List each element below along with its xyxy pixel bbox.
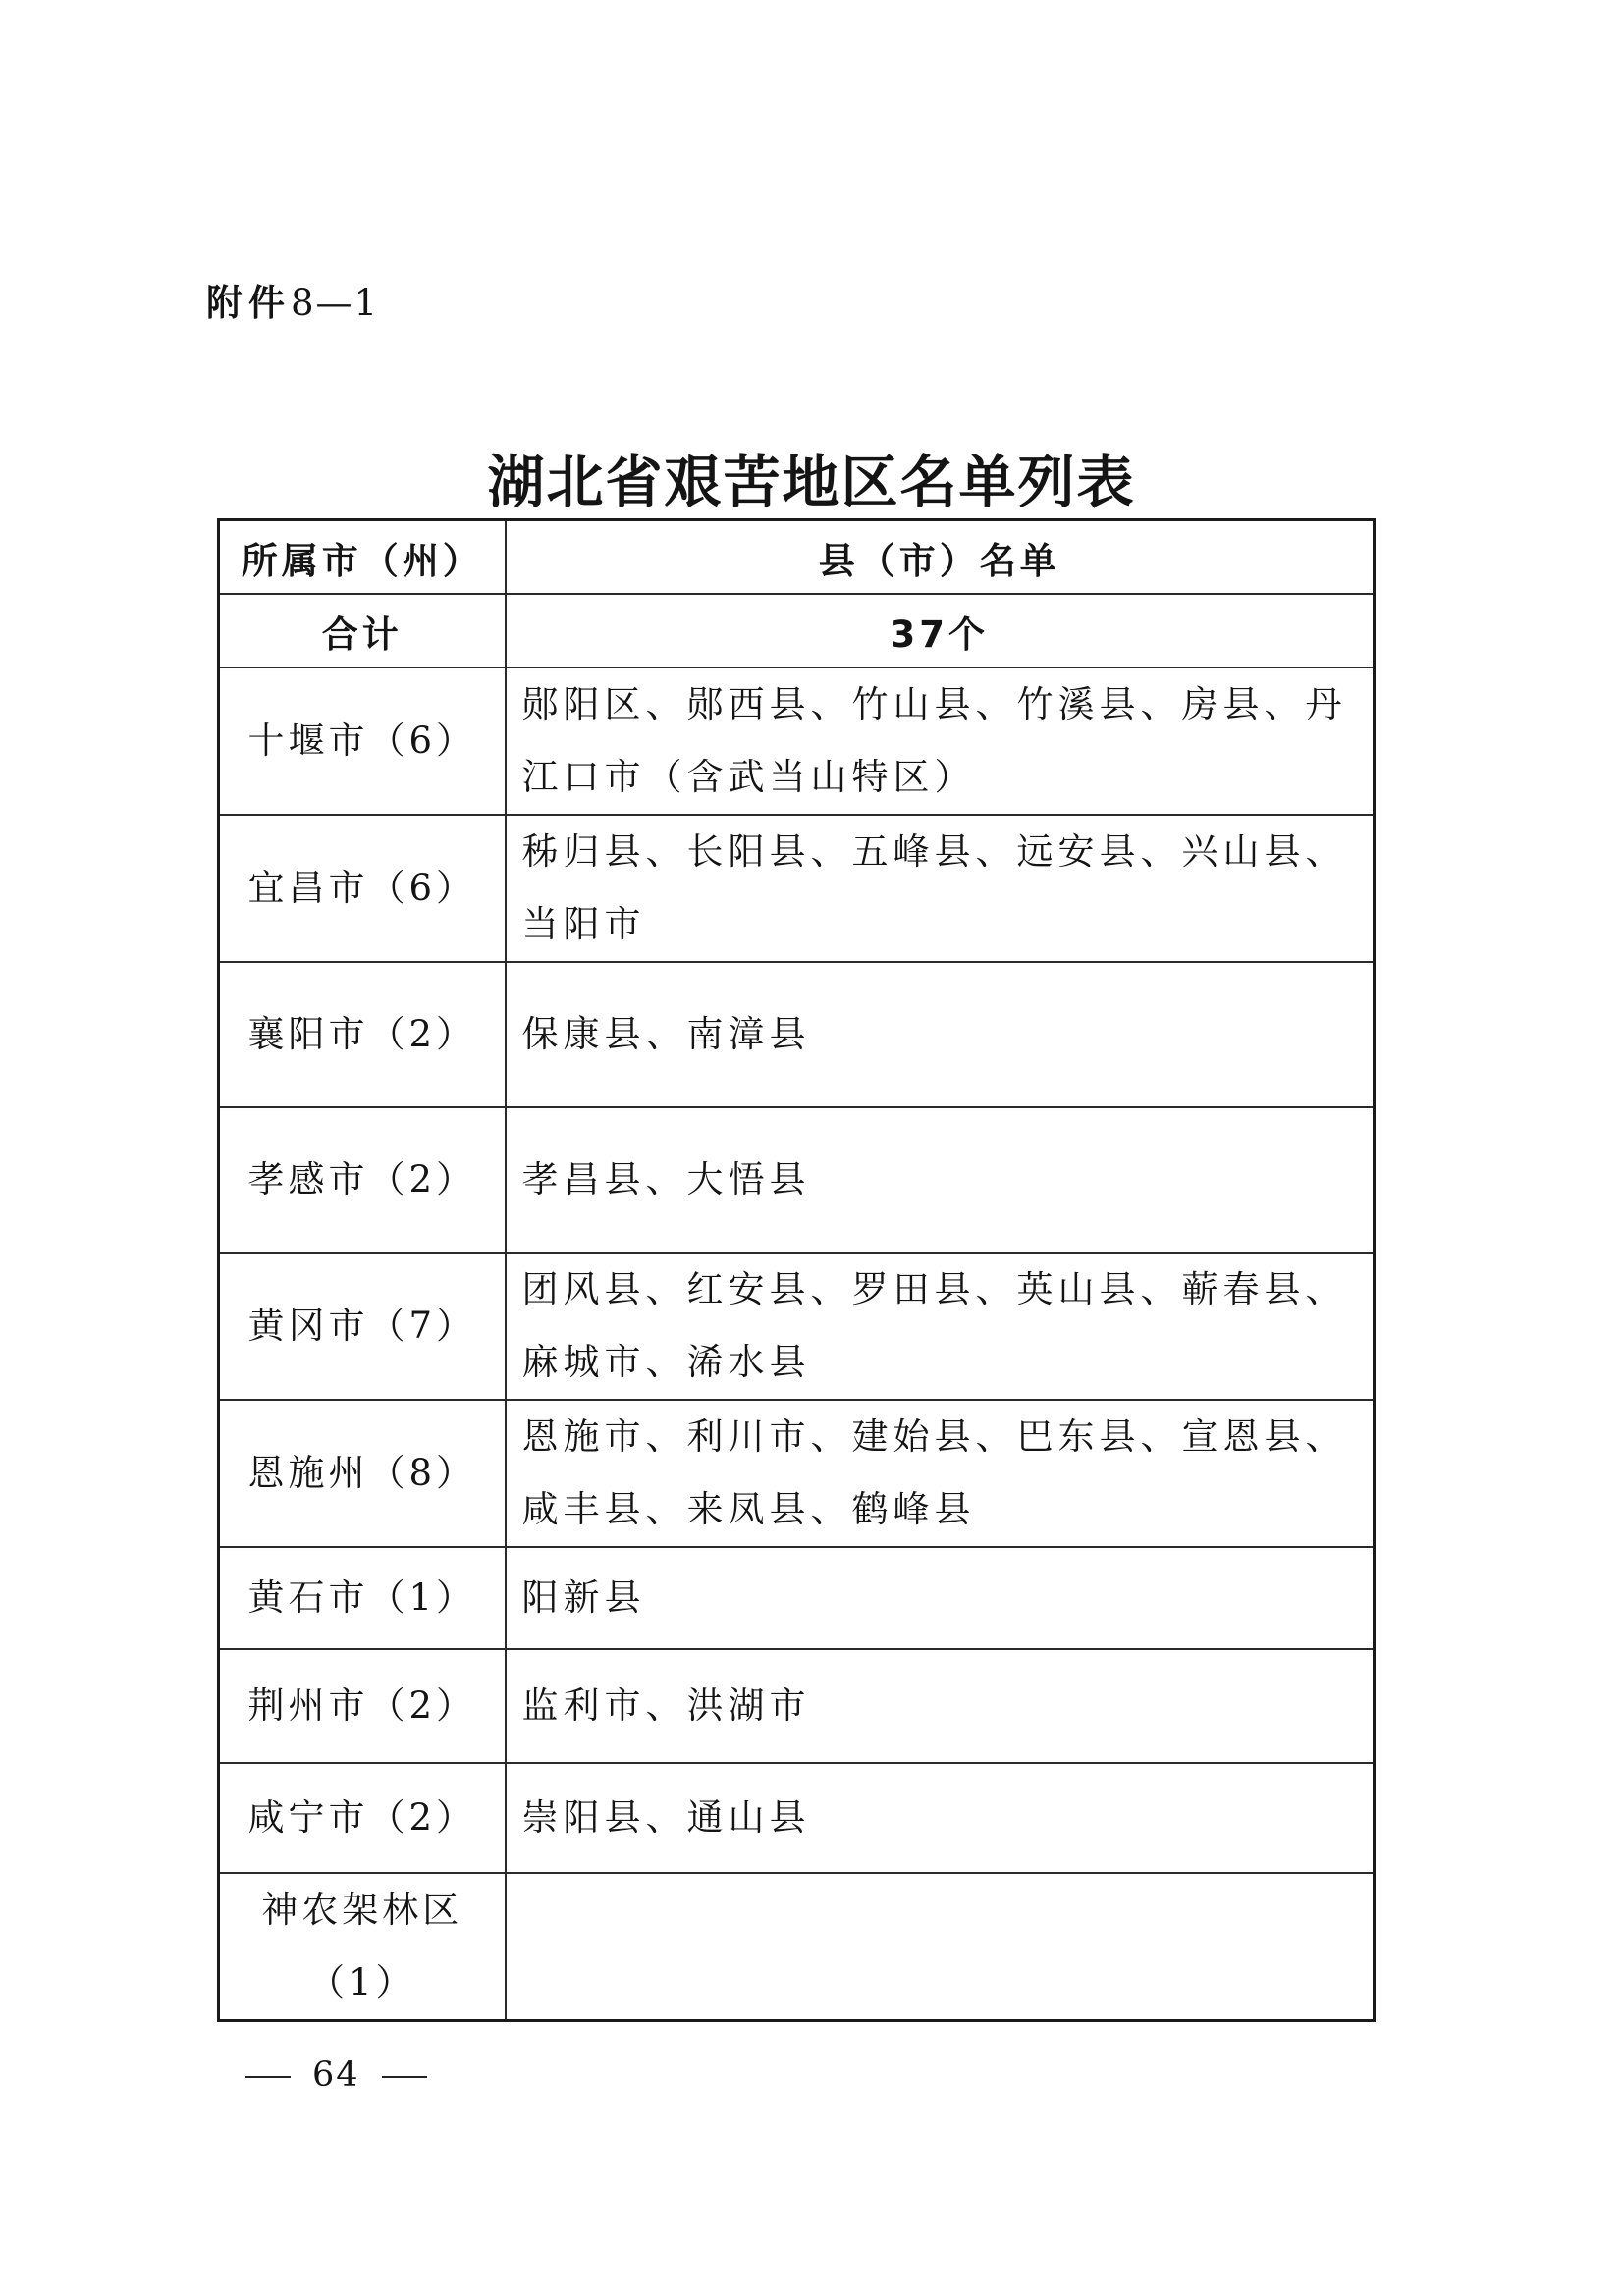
document-title: 湖北省艰苦地区名单列表 bbox=[487, 449, 1136, 515]
attachment-prefix: 附件 bbox=[206, 282, 291, 324]
total-value: 37个 bbox=[506, 594, 1375, 667]
table-header-row bbox=[219, 520, 1375, 595]
table-row bbox=[219, 962, 1375, 1107]
total-label: 合计 bbox=[219, 594, 506, 667]
table-row bbox=[219, 1649, 1375, 1763]
counties-cell: 郧阳区、郧西县、竹山县、竹溪县、房县、丹江口市（含武当山特区） bbox=[506, 667, 1375, 815]
table-row bbox=[219, 1763, 1375, 1873]
counties-cell: 保康县、南漳县 bbox=[506, 962, 1375, 1107]
city-cell: 黄石市（1） bbox=[219, 1547, 506, 1649]
table-row bbox=[219, 1873, 1375, 2021]
city-cell: 神农架林区（1） bbox=[219, 1873, 506, 2021]
counties-cell: 崇阳县、通山县 bbox=[506, 1763, 1375, 1873]
total-row bbox=[219, 594, 1375, 667]
attachment-label bbox=[206, 273, 379, 326]
city-cell: 孝感市（2） bbox=[219, 1107, 506, 1253]
table-row bbox=[219, 1400, 1375, 1547]
hardship-regions-table bbox=[217, 518, 1376, 2022]
counties-cell: 阳新县 bbox=[506, 1547, 1375, 1649]
counties-cell: 孝昌县、大悟县 bbox=[506, 1107, 1375, 1253]
header-counties: 县（市）名单 bbox=[506, 520, 1375, 595]
table-row bbox=[219, 815, 1375, 962]
page-number: 64 bbox=[312, 2056, 360, 2095]
header-city: 所属市（州） bbox=[219, 520, 506, 595]
city-cell: 襄阳市（2） bbox=[219, 962, 506, 1107]
city-cell: 恩施州（8） bbox=[219, 1400, 506, 1547]
table-row bbox=[219, 1107, 1375, 1253]
counties-cell: 秭归县、长阳县、五峰县、远安县、兴山县、当阳市 bbox=[506, 815, 1375, 962]
counties-cell: 监利市、洪湖市 bbox=[506, 1649, 1375, 1763]
footer-dash-right bbox=[382, 2076, 427, 2078]
table-row bbox=[219, 1253, 1375, 1400]
footer-dash-left bbox=[245, 2076, 291, 2078]
city-cell: 宜昌市（6） bbox=[219, 815, 506, 962]
counties-cell: 恩施市、利川市、建始县、巴东县、宣恩县、咸丰县、来凤县、鹤峰县 bbox=[506, 1400, 1375, 1547]
city-cell: 黄冈市（7） bbox=[219, 1253, 506, 1400]
city-cell: 十堰市（6） bbox=[219, 667, 506, 815]
table-row bbox=[219, 667, 1375, 815]
counties-cell bbox=[506, 1873, 1375, 2021]
counties-cell: 团风县、红安县、罗田县、英山县、蕲春县、麻城市、浠水县 bbox=[506, 1253, 1375, 1400]
city-cell: 咸宁市（2） bbox=[219, 1763, 506, 1873]
table-row bbox=[219, 1547, 1375, 1649]
city-cell: 荆州市（2） bbox=[219, 1649, 506, 1763]
attachment-number: 8—1 bbox=[291, 282, 380, 324]
page-footer bbox=[224, 2056, 449, 2095]
